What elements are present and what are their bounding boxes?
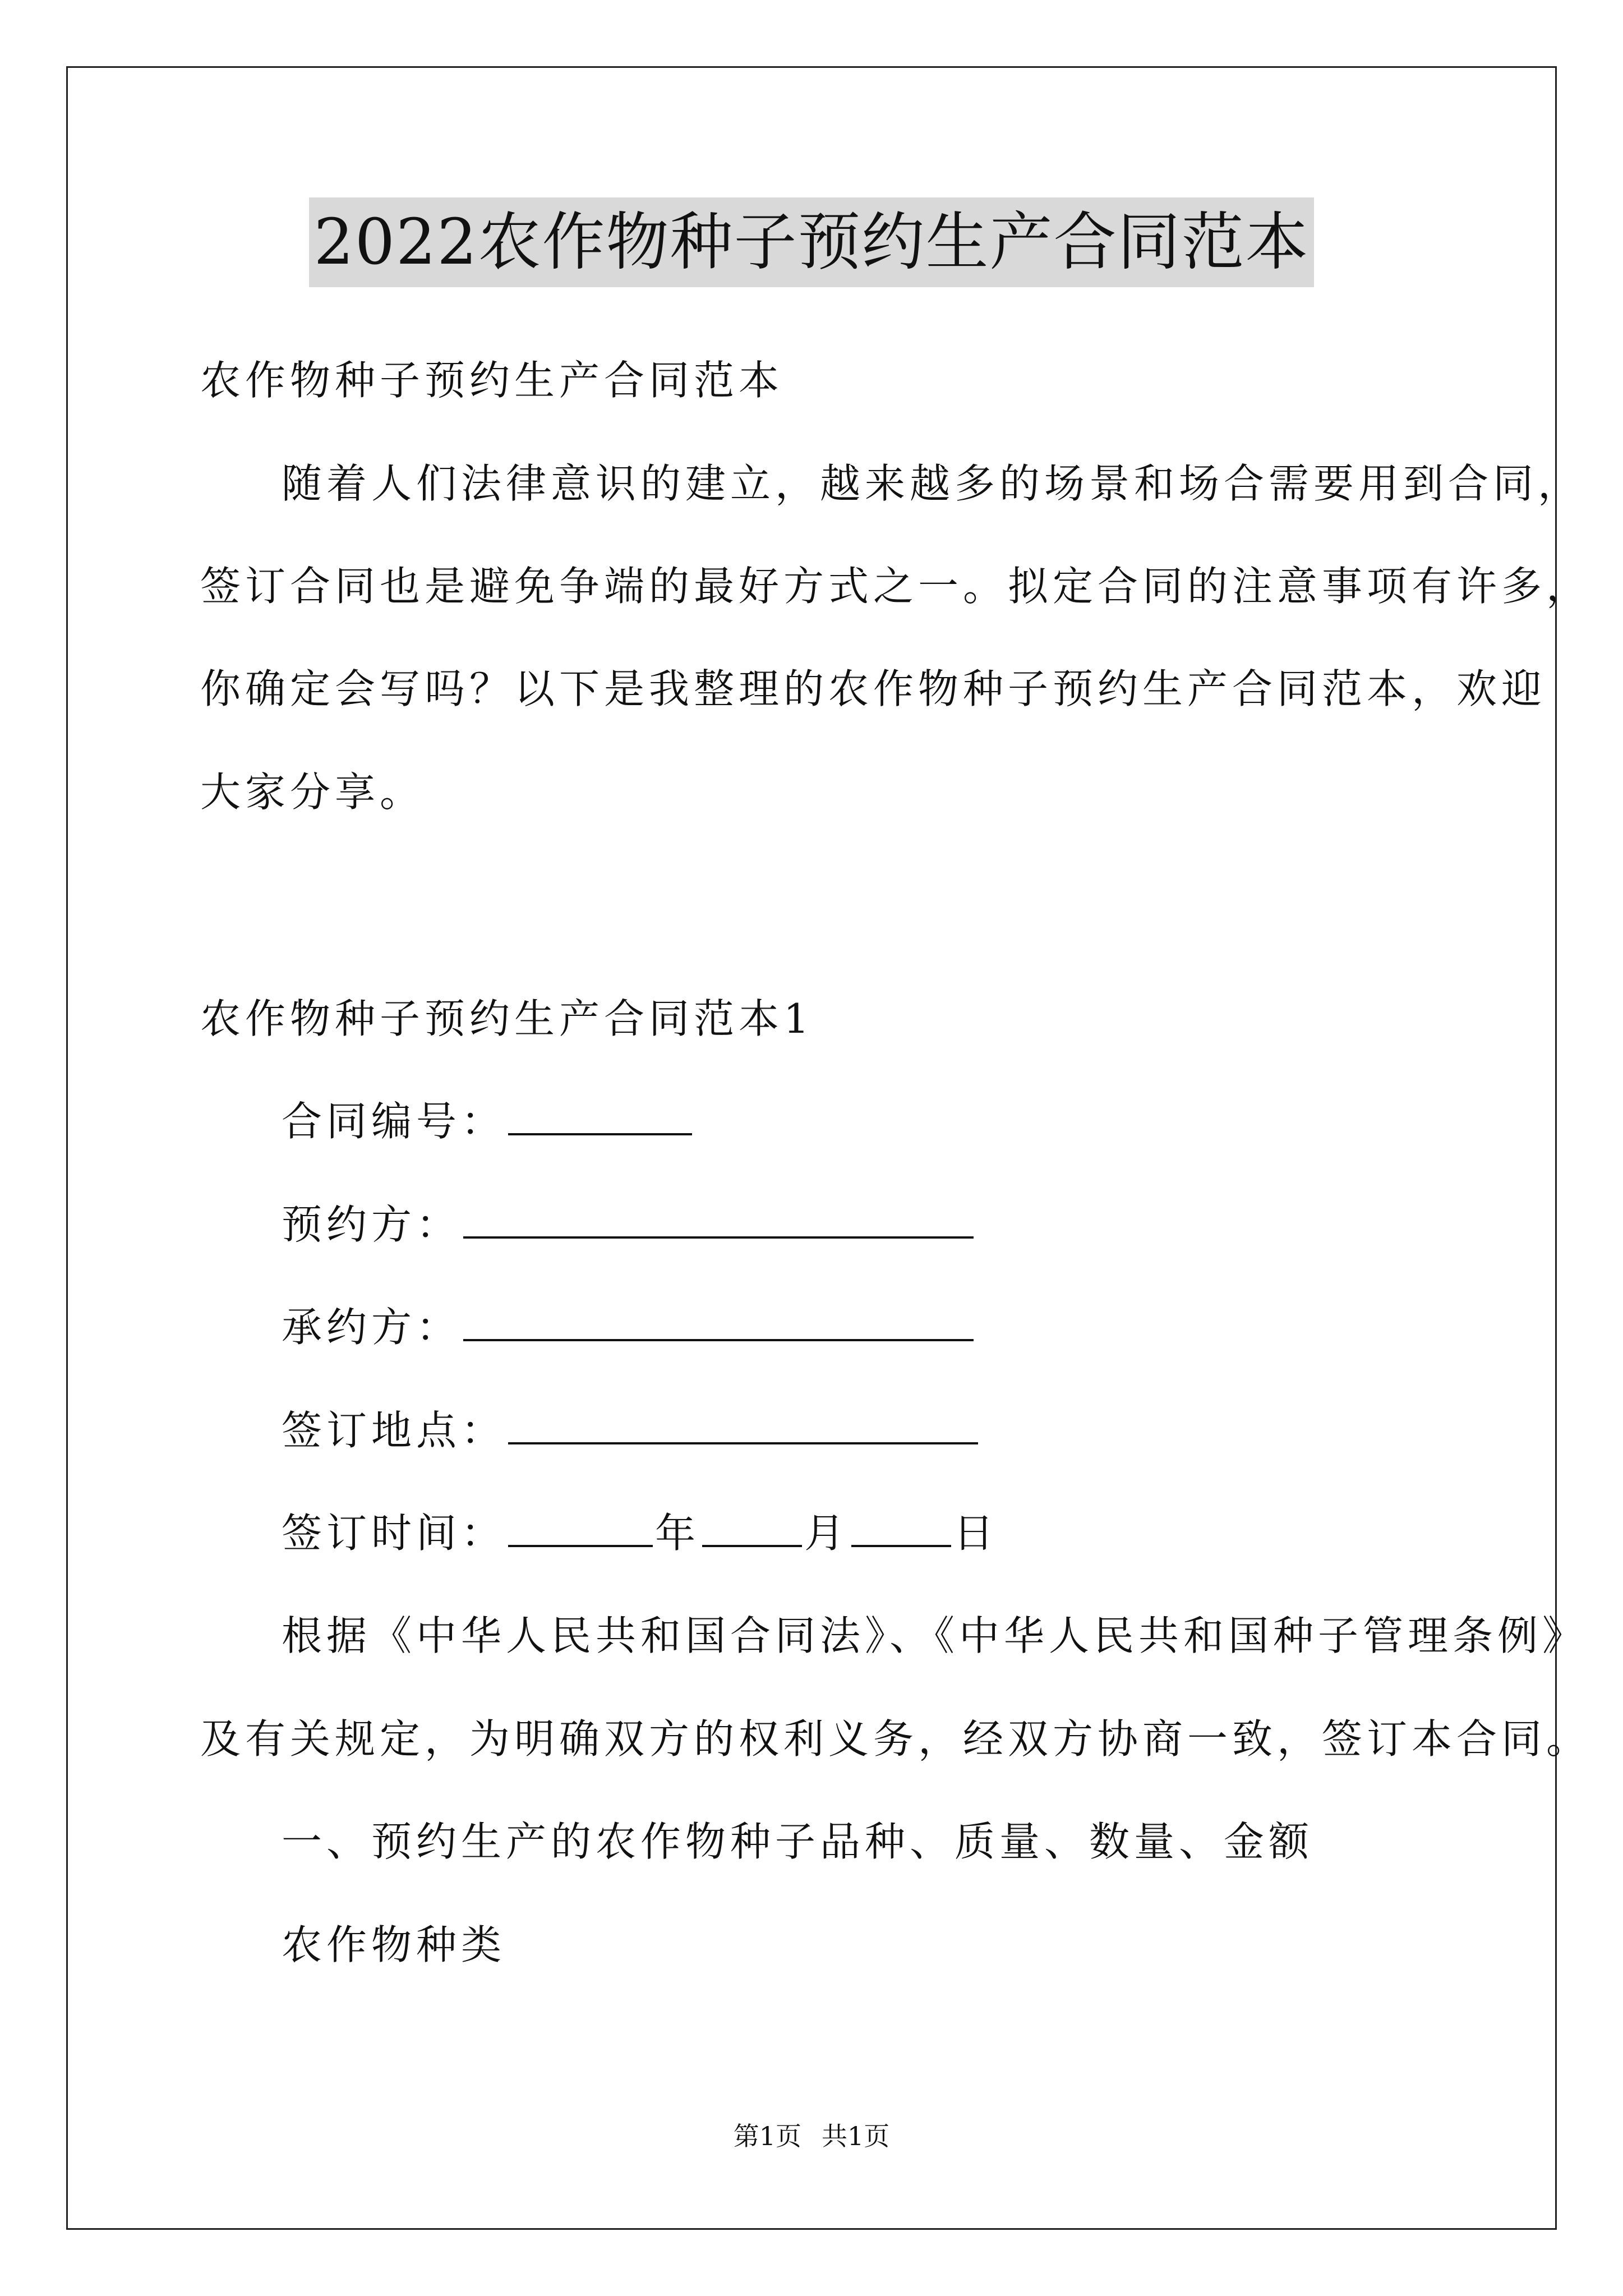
- contractor-label: 承约方：: [282, 1304, 462, 1351]
- document-title-wrap: [0, 197, 1623, 287]
- contract-number-label: 合同编号：: [282, 1098, 506, 1145]
- section-heading: 农作物种子预约生产合同范本1: [200, 995, 814, 1042]
- document-subtitle: 农作物种子预约生产合同范本: [200, 357, 784, 404]
- crop-type-label: 农作物种类: [282, 1921, 506, 1968]
- contract-number-row: [282, 1093, 694, 1149]
- month-label: 月: [804, 1510, 850, 1557]
- reserver-blank[interactable]: [463, 1197, 974, 1239]
- intro-line-4: 大家分享。: [200, 769, 425, 816]
- time-label: 签订时间：: [282, 1510, 506, 1557]
- year-blank[interactable]: [508, 1506, 653, 1547]
- place-row: [282, 1402, 980, 1458]
- contract-number-blank[interactable]: [508, 1094, 692, 1135]
- page-footer: [0, 2119, 1623, 2153]
- clause-1-heading: 一、预约生产的农作物种子品种、质量、数量、金额: [282, 1818, 1314, 1865]
- year-label: 年: [655, 1510, 700, 1557]
- place-label: 签订地点：: [282, 1407, 506, 1454]
- reserver-label: 预约方：: [282, 1201, 462, 1248]
- contractor-row: [282, 1299, 976, 1355]
- page-number: 第1页: [733, 2121, 801, 2151]
- page-total: 共1页: [822, 2121, 890, 2151]
- document-title: 2022农作物种子预约生产合同范本: [309, 197, 1313, 287]
- reserver-row: [282, 1197, 976, 1253]
- place-blank[interactable]: [508, 1403, 978, 1444]
- intro-line-3: 你确定会写吗？以下是我整理的农作物种子预约生产合同范本，欢迎: [200, 665, 1547, 712]
- basis-line-2: 及有关规定，为明确双方的权利义务，经双方协商一致，签订本合同。: [200, 1715, 1592, 1763]
- day-blank[interactable]: [851, 1506, 951, 1547]
- day-label: 日: [953, 1510, 999, 1557]
- basis-line-1: 根据《中华人民共和国合同法》、《中华人民共和国种子管理条例》: [282, 1612, 1588, 1659]
- time-row: [282, 1505, 998, 1561]
- contractor-blank[interactable]: [463, 1300, 974, 1341]
- intro-line-1: 随着人们法律意识的建立，越来越多的场景和场合需要用到合同，: [282, 460, 1583, 507]
- intro-line-2: 签订合同也是避免争端的最好方式之一。拟定合同的注意事项有许多，: [200, 563, 1592, 610]
- month-blank[interactable]: [702, 1506, 802, 1547]
